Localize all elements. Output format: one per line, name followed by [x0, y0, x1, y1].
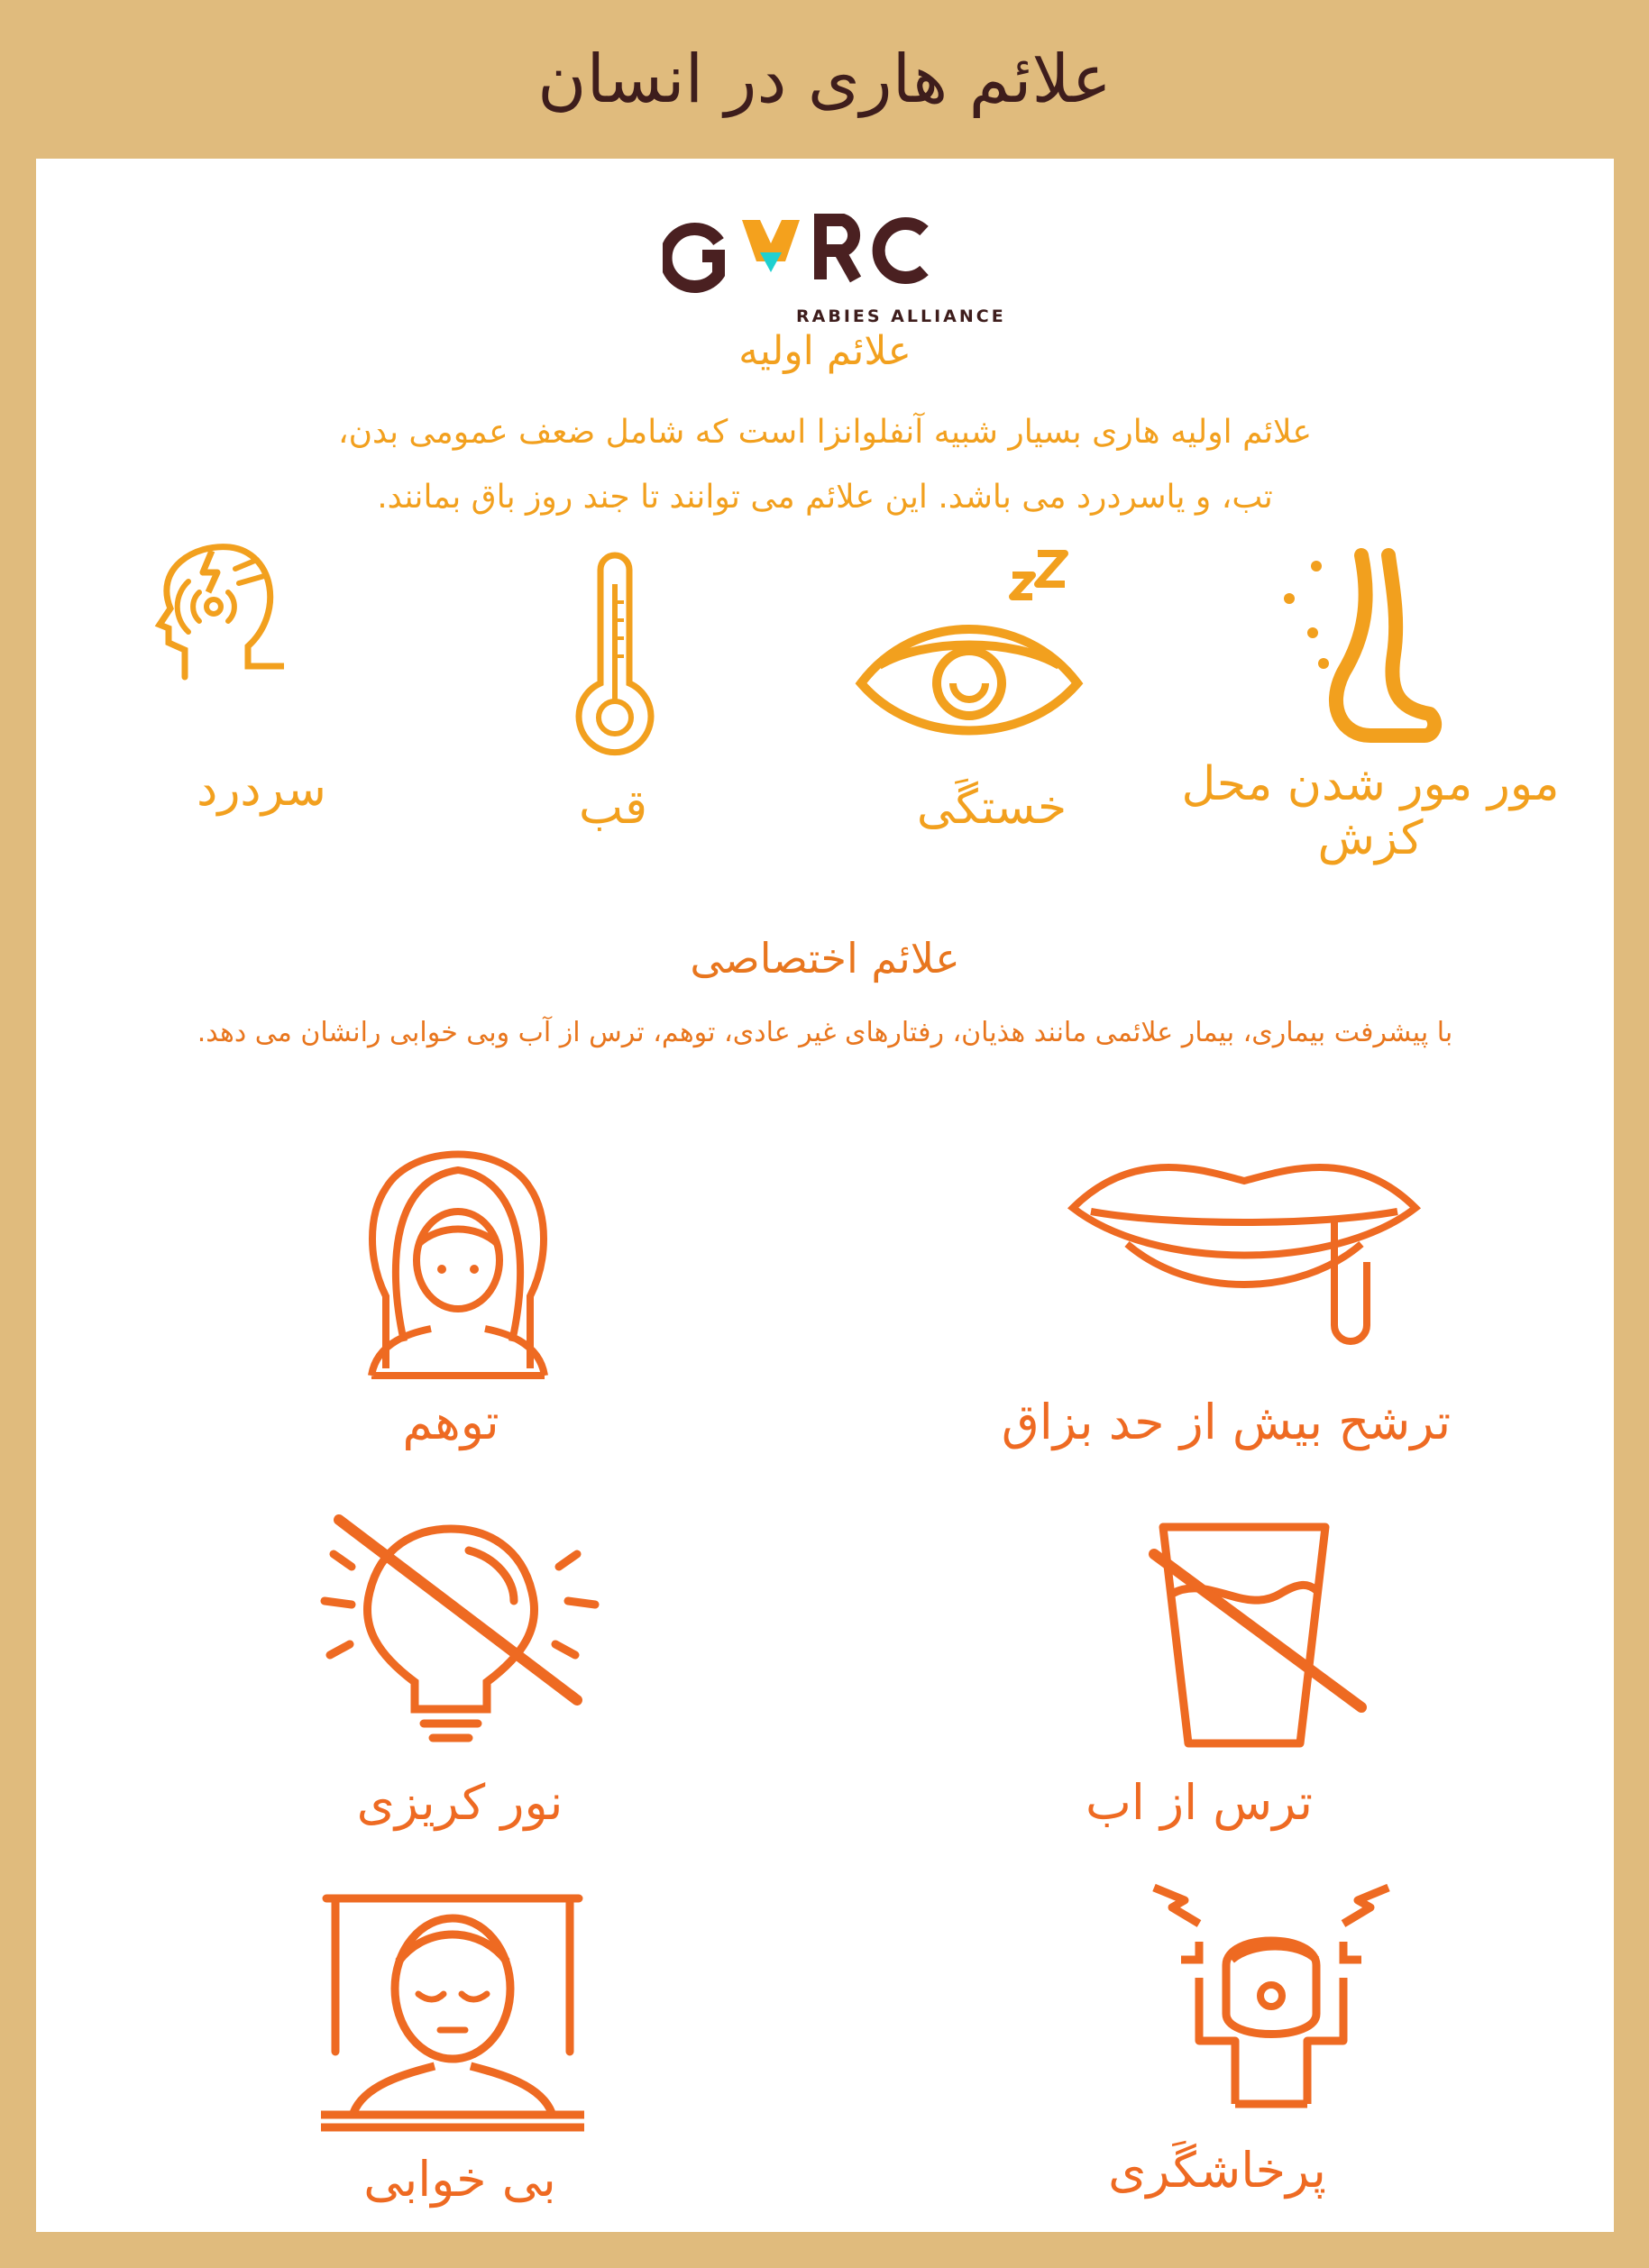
- symptom-label-hallucination: توهم: [402, 1394, 499, 1450]
- headache-icon: [149, 542, 284, 686]
- specific-symptoms-text: با پیشرفت بیماری، بیمار علائمی مانند هذیان، رفتارهای غیر عادی، توهم، ترس از آب وبی خوابی رانشان می دهد.: [197, 1017, 1453, 1048]
- thermometer-icon: [561, 548, 669, 764]
- logo-subtitle: RABIES ALLIANCE: [796, 306, 1006, 326]
- symptom-label-aggression: پرخاشگَری: [1108, 2142, 1326, 2199]
- symptom-label-fatigue: خستگَی: [916, 781, 1067, 835]
- early-text-line-2: تب، و یاسردرد می باشد. این علائم می توانند تا جند روز باق بمانند.: [377, 479, 1273, 516]
- drooling-mouth-icon: [1064, 1154, 1425, 1370]
- header-bar: [0, 0, 1649, 159]
- page-title: علائم هاری در انسان: [537, 41, 1112, 118]
- early-symptoms-text: [216, 400, 1434, 530]
- hallucination-icon: [359, 1143, 557, 1386]
- early-symptoms-heading: علائم اولیه: [738, 328, 912, 374]
- symptom-label-fever: قب: [579, 781, 647, 835]
- garc-logo-mark: [663, 189, 996, 297]
- content-panel: [36, 159, 1614, 2232]
- tired-eye-icon: [852, 548, 1086, 737]
- aggression-icon: [1145, 1879, 1397, 2113]
- symptom-label-tingling: مور مور شدن محل کزش: [1181, 757, 1560, 865]
- insomnia-icon: [317, 1889, 588, 2133]
- specific-symptoms-heading: علائم اختصاصی: [690, 934, 960, 983]
- no-light-icon: [298, 1511, 604, 1745]
- symptom-label-insomnia: بی خوابی: [363, 2151, 556, 2208]
- symptom-label-hydrophobia: ترس از اب: [1086, 1774, 1313, 1831]
- symptom-label-drooling: ترشح بیش از حد بزاق: [1001, 1394, 1452, 1450]
- tingling-foot-icon: [1253, 546, 1452, 745]
- symptom-label-headache: سردرد: [197, 763, 326, 817]
- early-text-line-1: علائم اولیه هاری بسیار شبیه آنفلوانزا است که شامل ضعف عمومی بدن،: [337, 414, 1313, 451]
- no-water-icon: [1109, 1518, 1379, 1752]
- garc-logo: [663, 189, 1006, 326]
- symptom-label-photophobia: نور کریزی: [356, 1774, 563, 1831]
